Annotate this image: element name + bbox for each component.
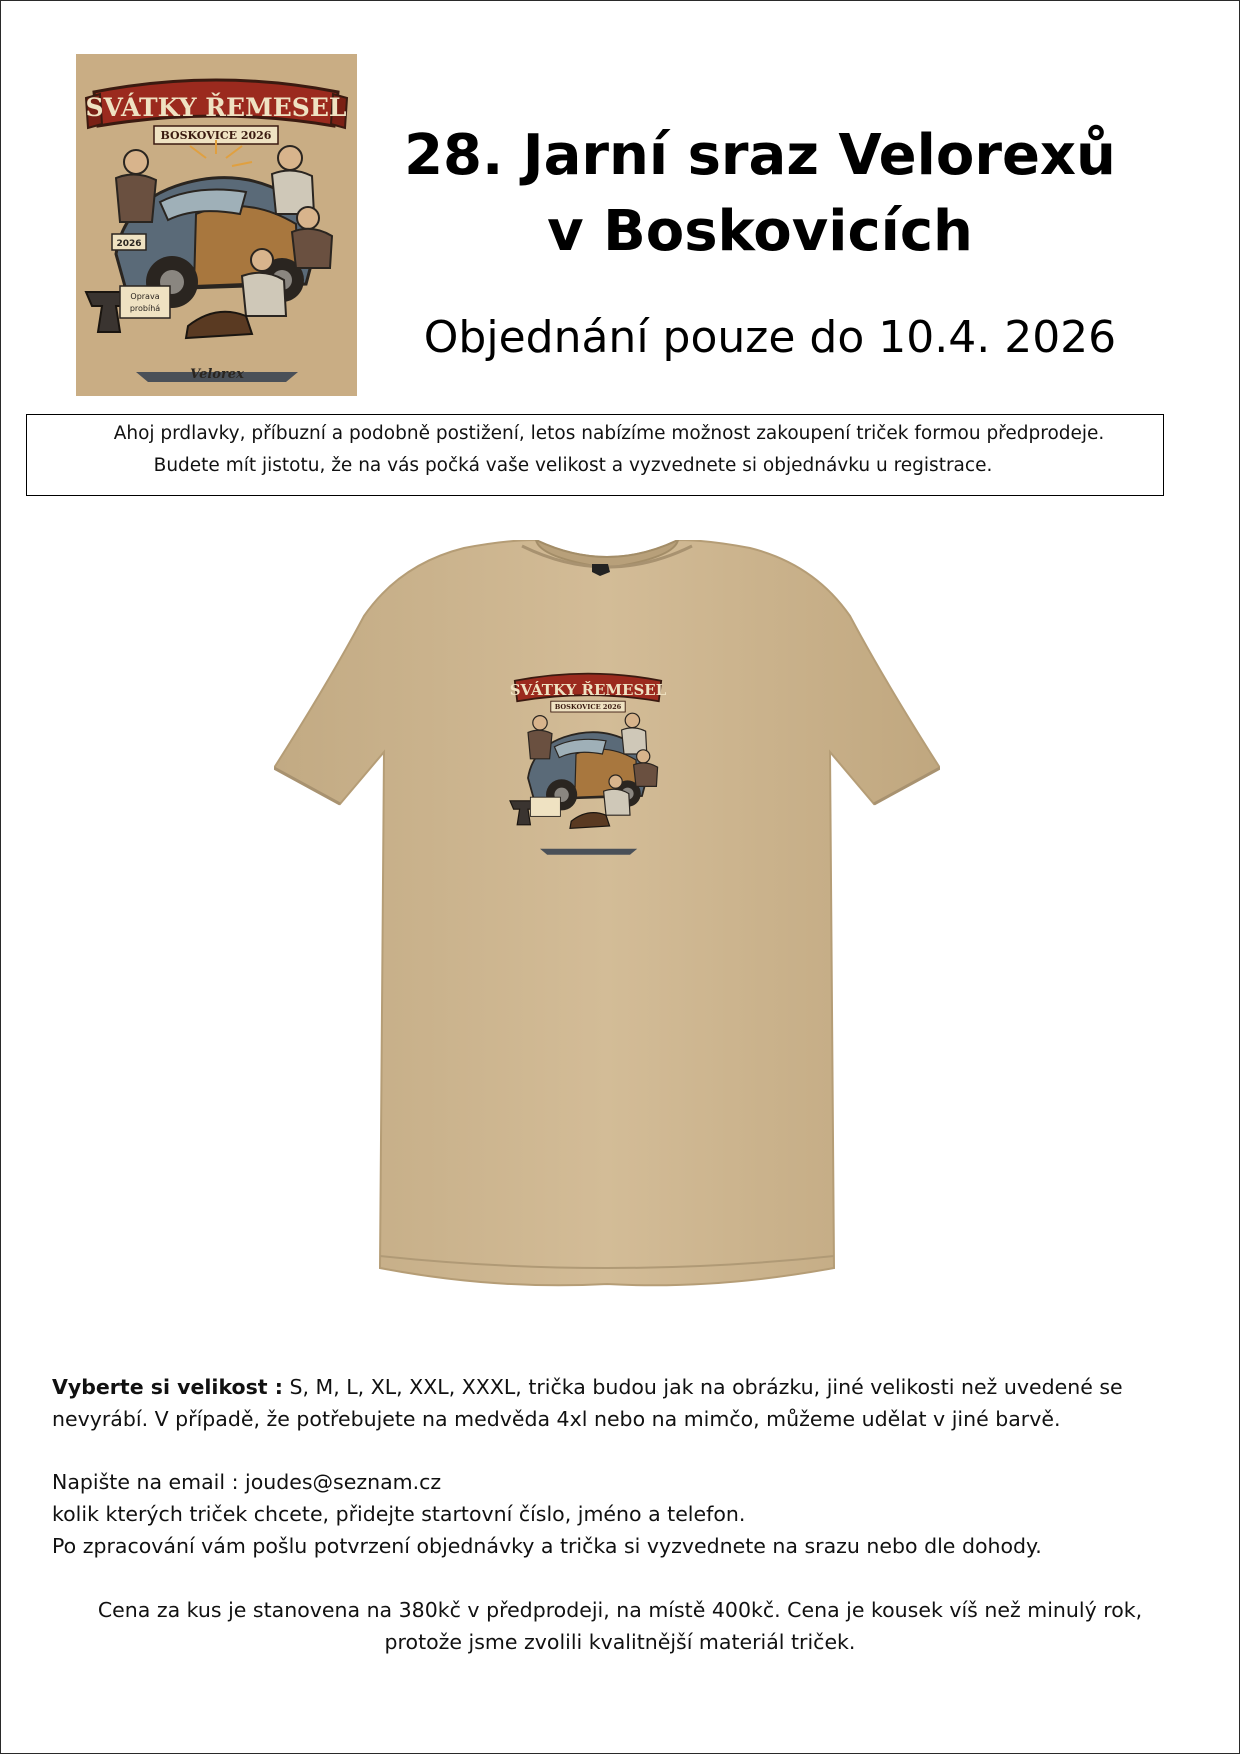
page-title <box>400 118 1120 270</box>
intro-line-1: Ahoj prdlavky, příbuzní a podobně postižení, letos nabízíme možnost zakoupení triček formou předprodeje. <box>113 423 1105 444</box>
shirt-print-title: SVÁTKY ŘEMESEL <box>509 681 667 700</box>
price-line-2: protože jsme zvolili kvalitnější materiál triček. <box>384 1630 856 1654</box>
tshirt-image <box>274 540 940 1290</box>
order-deadline: Objednání pouze do 10.4. 2026 <box>423 312 1117 363</box>
order-instructions <box>52 1466 1192 1562</box>
logo-subtitle-text: BOSKOVICE 2026 <box>160 129 272 142</box>
sizes-line-2: nevyrábí. V případě, že potřebujete na medvěda 4xl nebo na mimčo, můžeme udělat v jiné barvě. <box>52 1407 1061 1431</box>
intro-line-2: Budete mít jistotu, že na vás počká vaše velikost a vyzvednete si objednávku u registrace. <box>153 455 993 476</box>
logo-title-text: SVÁTKY ŘEMESEL <box>85 93 347 122</box>
logo-plate-text: 2026 <box>116 239 142 249</box>
title-line-1: 28. Jarní sraz Velorexů <box>404 123 1116 188</box>
svg-text:probíhá: probíhá <box>129 304 161 313</box>
price-paragraph <box>30 1594 1210 1658</box>
sizes-paragraph <box>52 1371 1192 1435</box>
sizes-label: Vyberte si velikost : <box>52 1375 283 1399</box>
tshirt-icon <box>274 540 940 1290</box>
intro-box <box>26 414 1164 496</box>
title-line-2: v Boskovicích <box>547 199 973 264</box>
order-email-line: Napište na email : joudes@seznam.cz <box>52 1470 442 1494</box>
svg-text:Oprava: Oprava <box>130 292 160 301</box>
sizes-line-1: S, M, L, XL, XXL, XXXL, trička budou jak na obrázku, jiné velikosti než uvedené se <box>282 1375 1123 1399</box>
order-line-2: kolik kterých triček chcete, přidejte startovní číslo, jméno a telefon. <box>52 1502 746 1526</box>
shirt-print-subtitle: BOSKOVICE 2026 <box>554 703 622 711</box>
order-line-3: Po zpracování vám pošlu potvrzení objednávky a trička si vyzvednete na srazu nebo dle dohody. <box>52 1534 1042 1558</box>
logo-brand-text: Velorex <box>190 367 244 382</box>
event-logo-poster <box>76 54 357 396</box>
logo-artwork-icon <box>76 54 357 396</box>
price-line-1: Cena za kus je stanovena na 380kč v předprodeji, na místě 400kč. Cena je kousek víš než minulý rok, <box>97 1598 1143 1622</box>
